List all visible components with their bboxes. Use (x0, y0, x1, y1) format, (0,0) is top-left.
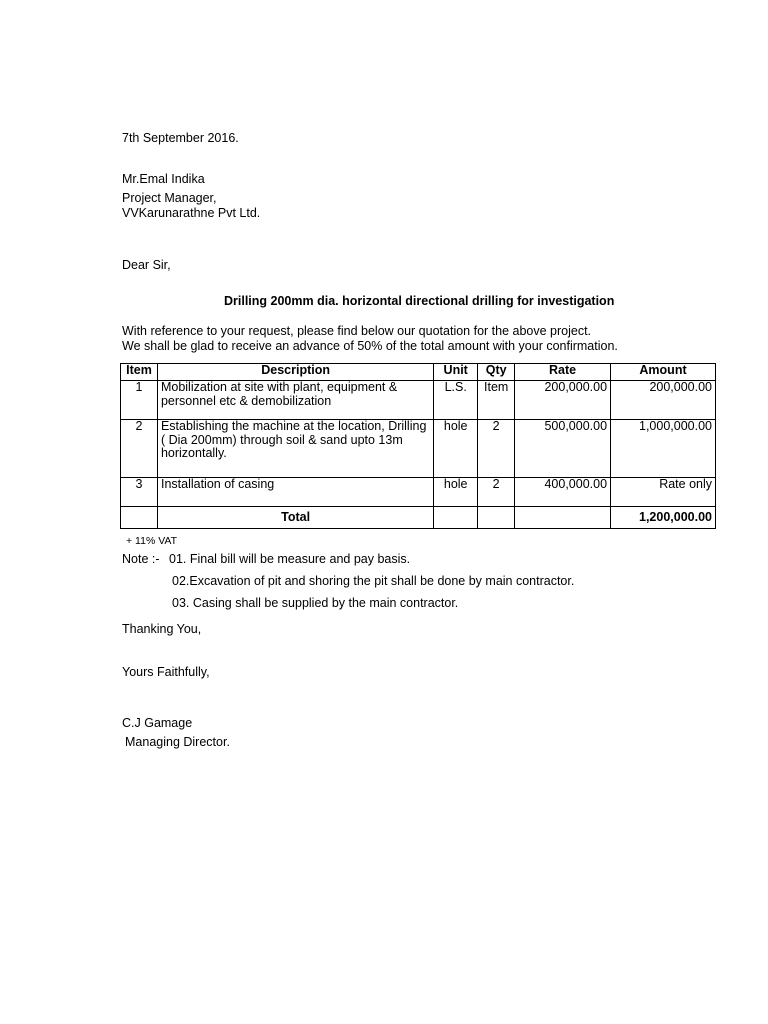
row-unit: L.S. (434, 381, 478, 420)
row-qty: 2 (478, 420, 515, 478)
row-rate: 400,000.00 (515, 478, 611, 507)
row-amount: Rate only (611, 478, 716, 507)
note-item-1: 01. Final bill will be measure and pay basis. (169, 552, 411, 566)
header-unit: Unit (434, 364, 478, 381)
table-row (121, 420, 716, 478)
row-item: 2 (121, 420, 158, 478)
row-unit: hole (434, 478, 478, 507)
recipient-title: Project Manager, (122, 191, 217, 205)
total-blank-item (121, 507, 158, 529)
total-blank-rate (515, 507, 611, 529)
row-unit: hole (434, 420, 478, 478)
table-row (121, 478, 716, 507)
table-row (121, 381, 716, 420)
notes-label: Note :- (122, 552, 160, 566)
row-qty: Item (478, 381, 515, 420)
row-rate: 500,000.00 (515, 420, 611, 478)
closing-thanks: Thanking You, (122, 622, 202, 636)
signatory-title: Managing Director. (125, 735, 230, 749)
row-rate: 200,000.00 (515, 381, 611, 420)
row-description: Establishing the machine at the location, Drilling ( Dia 200mm) through soil & sand upto 13m horizontally. (157, 420, 433, 478)
row-description: Installation of casing (157, 478, 433, 507)
row-item: 1 (121, 381, 158, 420)
total-blank-unit (434, 507, 478, 529)
recipient-company: VVKarunarathne Pvt Ltd. (122, 206, 261, 220)
header-item: Item (121, 364, 158, 381)
quotation-table (120, 363, 716, 529)
header-description: Description (157, 364, 433, 381)
total-label: Total (157, 507, 433, 529)
letter-date: 7th September 2016. (122, 131, 239, 145)
vat-note: + 11% VAT (126, 535, 178, 547)
header-qty: Qty (478, 364, 515, 381)
salutation: Dear Sir, (122, 258, 171, 272)
body-line-1: With reference to your request, please find below our quotation for the above project. (122, 324, 592, 338)
signatory-name: C.J Gamage (122, 716, 193, 730)
row-amount: 200,000.00 (611, 381, 716, 420)
body-line-2: We shall be glad to receive an advance of 50% of the total amount with your confirmation. (122, 339, 618, 353)
row-qty: 2 (478, 478, 515, 507)
total-blank-qty (478, 507, 515, 529)
row-amount: 1,000,000.00 (611, 420, 716, 478)
header-rate: Rate (515, 364, 611, 381)
closing-signoff: Yours Faithfully, (122, 665, 210, 679)
row-item: 3 (121, 478, 158, 507)
row-description: Mobilization at site with plant, equipment & personnel etc & demobilization (157, 381, 433, 420)
recipient-name: Mr.Emal Indika (122, 172, 205, 186)
note-item-3: 03. Casing shall be supplied by the main contractor. (172, 596, 459, 610)
header-amount: Amount (611, 364, 716, 381)
subject-line: Drilling 200mm dia. horizontal directional drilling for investigation (224, 294, 615, 308)
total-amount: 1,200,000.00 (611, 507, 716, 529)
table-total-row (121, 507, 716, 529)
note-item-2: 02.Excavation of pit and shoring the pit shall be done by main contractor. (172, 574, 575, 588)
table-header-row (121, 364, 716, 381)
